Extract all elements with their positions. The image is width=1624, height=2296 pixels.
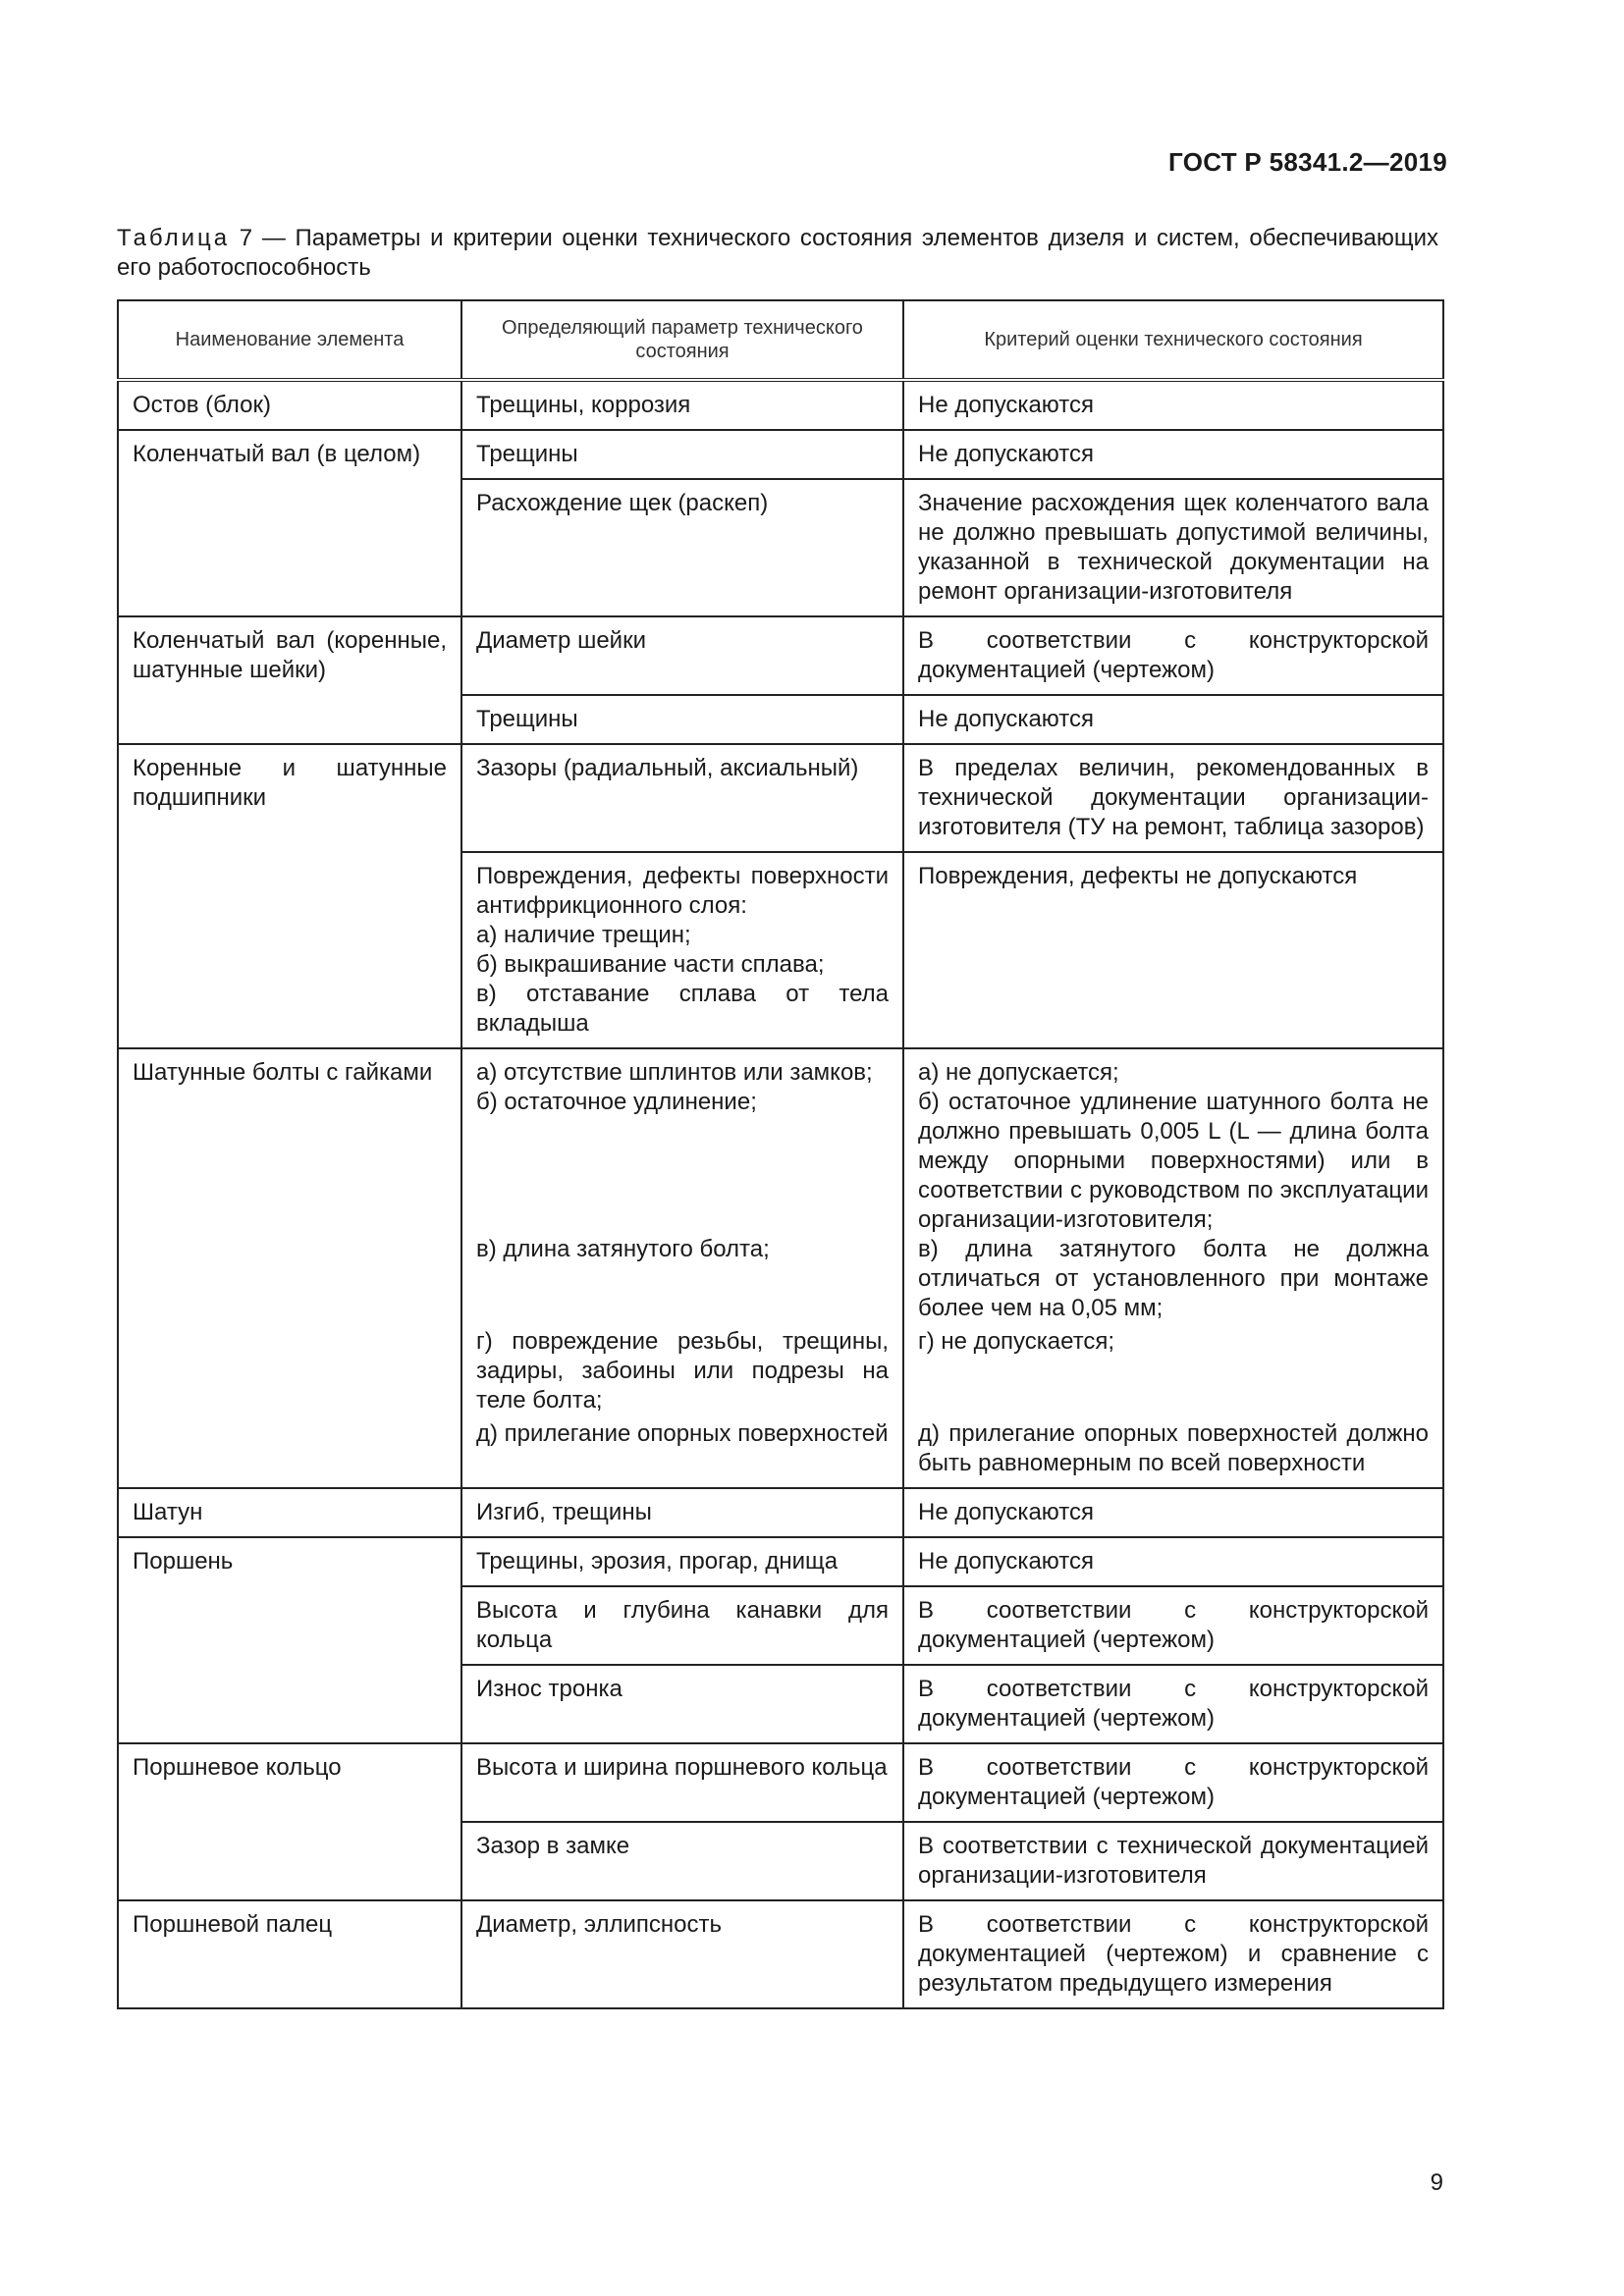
column-header: Наименование элемента xyxy=(118,300,461,380)
parameter-item: г) повреждение резьбы, трещины, задиры, забоины или подрезы на теле болта; xyxy=(476,1328,889,1414)
criterion-cell: В соответствии с конструкторской документацией (чертежом) xyxy=(903,1665,1443,1743)
page-number: 9 xyxy=(1430,2169,1443,2196)
criterion-cell: В соответствии с технической документацией организации-изготовителя xyxy=(903,1822,1443,1900)
parameter-item: а) наличие трещин; xyxy=(476,922,691,948)
parameter-cell: Высота и ширина поршневого кольца xyxy=(461,1743,903,1822)
criterion-cell xyxy=(903,1048,1443,1488)
parameter-cell: Трещины xyxy=(461,695,903,744)
criterion-cell: В соответствии с конструкторской документацией (чертежом) и сравнение с результатом предыдущего измерения xyxy=(903,1900,1443,2008)
table-row xyxy=(118,1537,1443,1586)
table-row xyxy=(118,1048,1443,1488)
criterion-item: б) остаточное удлинение шатунного болта не должно превышать 0,005 L (L — длина болта между опорными поверхностями) или в соответствии с руководством по эксплуатации организации-изготовителя; xyxy=(918,1089,1429,1233)
table-row xyxy=(118,430,1443,479)
parameter-cell xyxy=(461,852,903,1048)
criterion-cell: В соответствии с конструкторской документацией (чертежом) xyxy=(903,616,1443,695)
column-header: Критерий оценки технического состояния xyxy=(903,300,1443,380)
parameter-cell: Зазоры (радиальный, аксиальный) xyxy=(461,744,903,852)
parameter-cell: Износ тронка xyxy=(461,1665,903,1743)
table-row xyxy=(118,744,1443,852)
table-row xyxy=(118,1900,1443,2008)
parameter-item: б) остаточное удлинение; xyxy=(476,1089,757,1115)
criterion-cell: В соответствии с конструкторской документацией (чертежом) xyxy=(903,1586,1443,1665)
parameter-item: в) отставание сплава от тела вкладыша xyxy=(476,981,889,1037)
criterion-cell: Не допускаются xyxy=(903,1488,1443,1537)
parameter-cell: Зазор в замке xyxy=(461,1822,903,1900)
element-cell: Коленчатый вал (в целом) xyxy=(118,430,461,616)
document-code: ГОСТ Р 58341.2—2019 xyxy=(1168,147,1447,177)
element-cell: Остов (блок) xyxy=(118,380,461,430)
caption-text: 7 — Параметры и критерии оценки технического состояния элементов дизеля и систем, обеспечивающих его работоспособность xyxy=(117,225,1438,281)
criterion-item: д) прилегание опорных поверхностей должно быть равномерным по всей поверхности xyxy=(918,1420,1429,1476)
criterion-cell: Повреждения, дефекты не допускаются xyxy=(903,852,1443,1048)
element-cell: Шатунные болты с гайками xyxy=(118,1048,461,1488)
parameter-cell: Диаметр шейки xyxy=(461,616,903,695)
criteria-table xyxy=(117,299,1444,2009)
parameter-cell: Высота и глубина канавки для кольца xyxy=(461,1586,903,1665)
criterion-cell: В соответствии с конструкторской документацией (чертежом) xyxy=(903,1743,1443,1822)
criterion-item: а) не допускается; xyxy=(918,1059,1119,1086)
parameter-cell: Изгиб, трещины xyxy=(461,1488,903,1537)
criterion-cell: Не допускаются xyxy=(903,430,1443,479)
criterion-item: г) не допускается; xyxy=(918,1328,1115,1355)
parameter-intro: Повреждения, дефекты поверхности антифрикционного слоя: xyxy=(476,863,889,919)
parameter-cell: Трещины, коррозия xyxy=(461,380,903,430)
table-header-row xyxy=(118,300,1443,380)
column-header: Определяющий параметр технического состояния xyxy=(461,300,903,380)
parameter-cell: Трещины xyxy=(461,430,903,479)
caption-prefix: Таблица xyxy=(117,225,231,251)
table-row xyxy=(118,616,1443,695)
criterion-cell: Не допускаются xyxy=(903,695,1443,744)
element-cell: Коренные и шатунные подшипники xyxy=(118,744,461,1048)
table-row xyxy=(118,380,1443,430)
parameter-item: б) выкрашивание части сплава; xyxy=(476,951,825,978)
parameter-cell: Трещины, эрозия, прогар, днища xyxy=(461,1537,903,1586)
criterion-cell: Значение расхождения щек коленчатого вала не должно превышать допустимой величины, указанной в технической документации на ремонт организации-изготовителя xyxy=(903,479,1443,616)
criterion-cell: Не допускаются xyxy=(903,1537,1443,1586)
element-cell: Шатун xyxy=(118,1488,461,1537)
element-cell: Поршень xyxy=(118,1537,461,1743)
criterion-cell: Не допускаются xyxy=(903,380,1443,430)
parameter-item: д) прилегание опорных поверхностей xyxy=(476,1420,889,1447)
parameter-cell: Диаметр, эллипсность xyxy=(461,1900,903,2008)
table-row xyxy=(118,1743,1443,1822)
criterion-cell: В пределах величин, рекомендованных в технической документации организации-изготовителя (ТУ на ремонт, таблица зазоров) xyxy=(903,744,1443,852)
table-row xyxy=(118,1488,1443,1537)
element-cell: Коленчатый вал (коренные, шатунные шейки) xyxy=(118,616,461,744)
parameter-cell: Расхождение щек (раскеп) xyxy=(461,479,903,616)
criterion-item: в) длина затянутого болта не должна отличаться от установленного при монтаже более чем на 0,05 мм; xyxy=(918,1236,1429,1321)
element-cell: Поршневое кольцо xyxy=(118,1743,461,1900)
parameter-item: в) длина затянутого болта; xyxy=(476,1236,770,1262)
parameter-cell xyxy=(461,1048,903,1488)
parameter-item: а) отсутствие шплинтов или замков; xyxy=(476,1059,873,1086)
table-caption xyxy=(117,224,1438,283)
element-cell: Поршневой палец xyxy=(118,1900,461,2008)
